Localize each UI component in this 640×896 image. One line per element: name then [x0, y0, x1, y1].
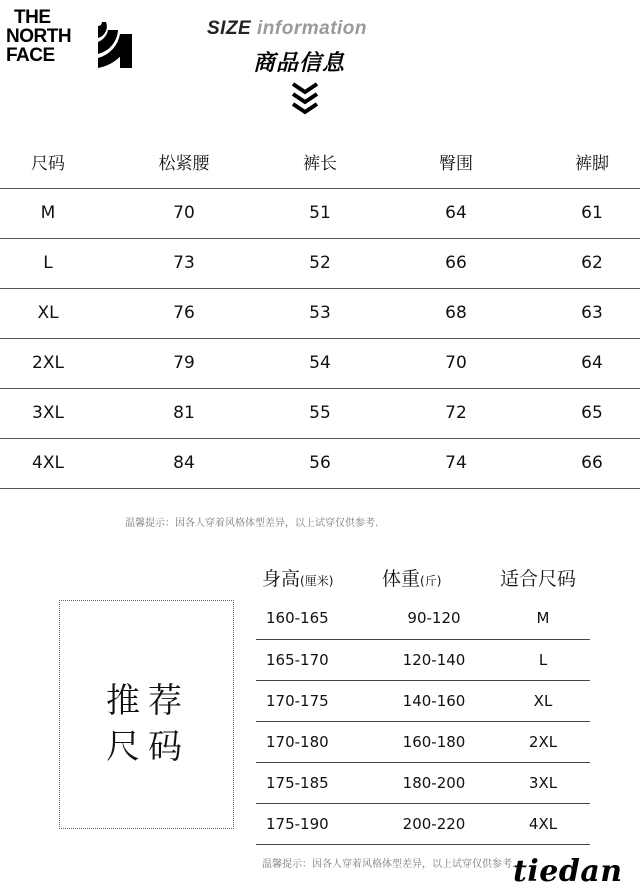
table-row — [256, 762, 590, 803]
logo-line-1: THE — [14, 7, 51, 28]
brand-logo — [6, 8, 134, 72]
cell-hip: 64 — [445, 203, 467, 223]
cell-waist: 81 — [173, 403, 195, 423]
header-weight-label: 体重 — [382, 568, 421, 590]
cell-waist: 84 — [173, 453, 195, 473]
cell-fit-size: 3XL — [496, 762, 590, 803]
cell-weight: 180-200 — [372, 762, 496, 803]
cell-size: L — [43, 253, 53, 273]
cell-weight: 90-120 — [372, 598, 496, 639]
header-hem: 裤脚 — [575, 154, 609, 175]
cell-fit-size: 2XL — [496, 721, 590, 762]
cell-waist: 79 — [173, 353, 195, 373]
cell-fit-size: L — [496, 639, 590, 680]
logo-line-3: FACE — [6, 45, 55, 66]
cell-weight: 120-140 — [372, 639, 496, 680]
table-row — [0, 238, 640, 288]
table-row — [256, 721, 590, 762]
table-row — [256, 639, 590, 680]
table-row — [0, 438, 640, 488]
cell-length: 55 — [309, 403, 331, 423]
recommend-label-line-2: 尺码 — [106, 727, 190, 767]
cell-hem: 61 — [581, 203, 603, 223]
cell-height: 175-190 — [256, 803, 372, 844]
size-word: SIZE — [207, 18, 252, 39]
header-height-label: 身高 — [262, 568, 301, 590]
cell-hip: 74 — [445, 453, 467, 473]
table-row — [0, 188, 640, 238]
header-size: 尺码 — [31, 154, 65, 175]
cell-size: 4XL — [32, 453, 64, 473]
cell-height: 170-180 — [256, 721, 372, 762]
size-information-heading — [207, 18, 367, 40]
header-waist: 松紧腰 — [158, 154, 210, 175]
cell-hem: 63 — [581, 303, 603, 323]
size-table — [0, 136, 640, 489]
half-dome-icon — [96, 12, 134, 70]
header-length: 裤长 — [303, 154, 337, 175]
size-table-header-row — [0, 136, 640, 188]
cell-fit-size: XL — [496, 680, 590, 721]
fit-tip-bottom: 温馨提示：因各人穿着风格体型差异，以上试穿仅供参考. — [262, 859, 516, 870]
table-row — [256, 803, 590, 844]
recommend-label-line-1: 推荐 — [106, 681, 190, 721]
cell-weight: 160-180 — [372, 721, 496, 762]
cell-height: 170-175 — [256, 680, 372, 721]
cell-height: 175-185 — [256, 762, 372, 803]
cell-length: 51 — [309, 203, 331, 223]
fit-tip-top: 温馨提示：因各人穿着风格体型差异，以上试穿仅供参考. — [125, 518, 379, 529]
header-weight-unit: (斤) — [420, 574, 442, 588]
header-hip: 臀围 — [439, 154, 473, 175]
cell-length: 52 — [309, 253, 331, 273]
table-row — [0, 288, 640, 338]
cell-hem: 64 — [581, 353, 603, 373]
recommend-label — [106, 678, 190, 770]
cell-weight: 200-220 — [372, 803, 496, 844]
cell-hem: 62 — [581, 253, 603, 273]
cell-hip: 70 — [445, 353, 467, 373]
triple-chevron-down-icon — [291, 82, 319, 116]
cell-hip: 68 — [445, 303, 467, 323]
cell-length: 53 — [309, 303, 331, 323]
table-row — [0, 338, 640, 388]
watermark: tiedan — [513, 854, 623, 889]
table-row — [256, 680, 590, 721]
cell-waist: 70 — [173, 203, 195, 223]
cell-size: M — [40, 203, 56, 223]
page-title: 商品信息 — [253, 51, 346, 76]
table-row — [256, 598, 590, 639]
cell-hem: 66 — [581, 453, 603, 473]
cell-fit-size: M — [496, 598, 590, 639]
table-row — [0, 388, 640, 438]
recommend-table — [256, 598, 590, 845]
logo-line-2: NORTH — [6, 26, 72, 47]
cell-size: XL — [37, 303, 59, 323]
cell-hip: 72 — [445, 403, 467, 423]
cell-size: 3XL — [32, 403, 64, 423]
header-height — [262, 564, 333, 591]
cell-height: 165-170 — [256, 639, 372, 680]
brand-wordmark — [6, 8, 71, 65]
header-height-unit: (厘米) — [300, 574, 334, 588]
cell-hip: 66 — [445, 253, 467, 273]
cell-height: 160-165 — [256, 598, 372, 639]
header-fit-size: 适合尺码 — [500, 568, 577, 590]
cell-size: 2XL — [32, 353, 64, 373]
information-word: information — [257, 18, 368, 39]
cell-weight: 140-160 — [372, 680, 496, 721]
cell-hem: 65 — [581, 403, 603, 423]
cell-length: 56 — [309, 453, 331, 473]
cell-waist: 73 — [173, 253, 195, 273]
cell-length: 54 — [309, 353, 331, 373]
cell-fit-size: 4XL — [496, 803, 590, 844]
header-weight — [382, 564, 441, 591]
cell-waist: 76 — [173, 303, 195, 323]
